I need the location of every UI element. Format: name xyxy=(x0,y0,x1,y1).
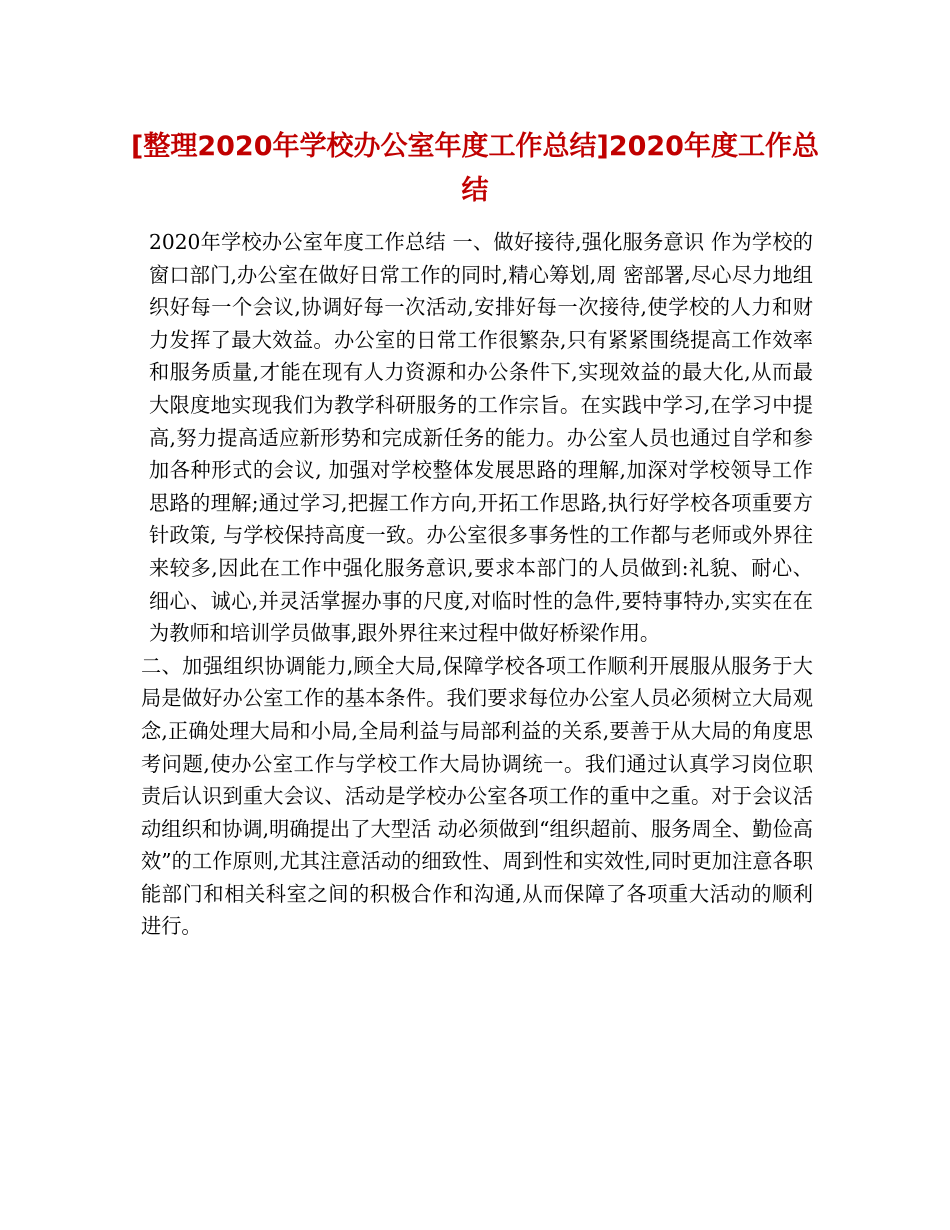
paragraph-2: 二、加强组织协调能力,顾全大局,保障学校各项工作顺利开展服从服务于大局是做好办公室工作的基本条件。我们要求每位办公室人员必须树立大局观念,正确处理大局和小局,全局利益与局部利益的关系,要善于从大局的角度思考问题,使办公室工作与学校工作大局协调统一。我们通过认真学习岗位职责后认识到重大会议、活动是学校办公室各项工作的重中之重。对于会议活动组织和协调,明确提出了大型活 动必须做到“组织超前、服务周全、勤俭高效”的工作原则,尤其注意活动的细致性、周到性和实效性,同时更加注意各职能部门和相关科室之间的积极合作和沟通,从而保障了各项重大活动的顺利进行。 xyxy=(141,653,813,939)
document-title: [整理2020年学校办公室年度工作总结]2020年度工作总结 xyxy=(131,131,819,206)
paragraph-1: 2020年学校办公室年度工作总结 一、做好接待,强化服务意识 作为学校的窗口部门,办公室在做好日常工作的同时,精心筹划,周 密部署,尽心尽力地组织好每一个会议,协调好每一次活动,安排好每一次接待,使学校的人力和财力发挥了最大效益。办公室的日常工作很繁杂,只有紧紧围绕提高工作效率和服务质量,才能在现有人力资源和办公条件下,实现效益的最大化,从而最大限度地实现我们为教学科研服务的工作宗旨。在实践中学习,在学习中提高,努力提高适应新形势和完成新任务的能力。办公室人员也通过自学和参加各种形式的会议, 加强对学校整体发展思路的理解,加深对学校领导工作思路的理解;通过学习,把握工作方向,开拓工作思路,执行好学校各项重要方针政策, 与学校保持高度一致。办公室很多事务性的工作都与老师或外界往来较多,因此在工作中强化服务意识,要求本部门的人员做到:礼貌、耐心、细心、诚心,并灵活掌握办事的尺度,对临时性的急件,要特事特办,实实在在为教师和培训学员做事,跟外界往来过程中做好桥梁作用。 xyxy=(149,230,813,646)
document-body xyxy=(141,226,813,943)
